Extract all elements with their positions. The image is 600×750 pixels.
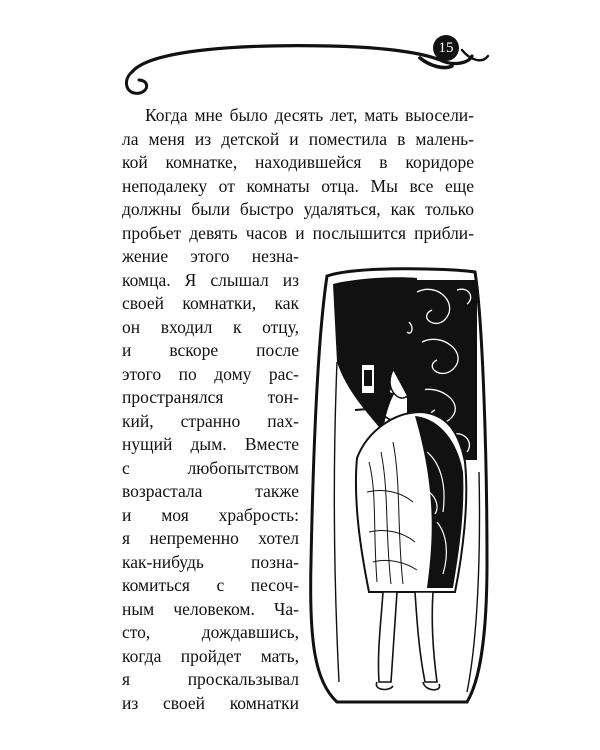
text-line: с любопытством <box>122 457 299 478</box>
text-line: комца. Я слышал из <box>122 269 299 290</box>
text-line: он входил к отцу, <box>122 316 299 337</box>
art-nouveau-figure-illustration <box>297 262 493 710</box>
text-line: комиться с песоч- <box>122 575 299 595</box>
text-line: сто, дождавшись, <box>122 622 299 642</box>
text-line: возрастала также <box>122 481 299 501</box>
text-line: ным человеком. Ча- <box>122 598 299 619</box>
text-line: пространялся тон- <box>122 387 299 407</box>
text-line: своей комнатки, как <box>122 293 299 313</box>
header-ornament <box>0 0 600 100</box>
text-line: из своей комнатки <box>122 692 299 713</box>
text-line: я непременно хотел <box>122 528 299 548</box>
text-line: неподалеку от комнаты отца. Мы все еще <box>122 175 474 196</box>
text-line: как-нибудь позна- <box>122 551 299 572</box>
text-line: пробьет девять часов и послышится прибли- <box>122 222 474 243</box>
illustration-figure <box>297 262 493 710</box>
text-line: когда пройдет мать, <box>122 645 299 666</box>
page-number: 15 <box>438 40 454 56</box>
swirl-ornament <box>0 0 600 100</box>
text-line: и вскоре после <box>122 340 299 360</box>
text-line: должны были быстро удаляться, как только <box>122 199 474 219</box>
text-line: я проскальзывал <box>122 669 299 689</box>
text-line: кой комнатке, находившейся в коридоре <box>122 152 474 172</box>
text-line: нущий дым. Вместе <box>122 434 299 454</box>
text-line: жение этого незна- <box>122 246 299 266</box>
text-line: ла меня из детской и поместила в малень- <box>122 128 474 149</box>
text-line: кий, странно пах- <box>122 410 299 431</box>
text-line: этого по дому рас- <box>122 363 299 384</box>
text-line: и моя храбрость: <box>122 504 299 525</box>
text-line: Когда мне было десять лет, мать выосели- <box>145 105 474 125</box>
